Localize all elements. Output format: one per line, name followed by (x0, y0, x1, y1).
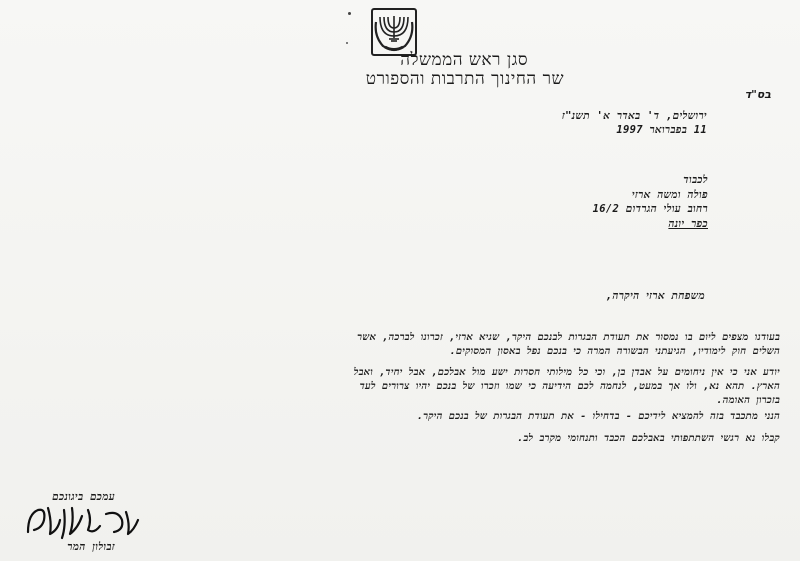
speck-mark (346, 42, 348, 44)
date-hebrew: ירושלים, ד' באדר א' תשנ"ז (561, 110, 707, 122)
date-gregorian: 11 בפברואר 1997 (616, 124, 707, 136)
body-line: הנני מתכבד בזה להמציא לידיכם - בדחילו - את תעודת הבגרות של בנכם היקר. (416, 411, 780, 422)
body-line: בזכרון האומה. (716, 395, 780, 406)
body-line: הארץ. תהא נא, ולו אך במעט, לנחמה לכם הידיעה כי שמו וזכרו של בנכם יהיו צרורים לעד (359, 381, 780, 392)
speck-mark (348, 12, 351, 15)
bsd-mark: בס"ד (744, 88, 771, 101)
menorah-emblem-icon (371, 8, 417, 56)
letterhead-title-line1: סגן ראש הממשלה (400, 50, 528, 70)
body-line: יודע אני כי אין ניחומים על אבדן בן, וכי כל מילותי חסרות ישע מול אבלכם, אבל יחיד, ואבל (353, 367, 780, 378)
body-line: קבלו נא רגשי השתתפותי באבלכם הכבד ותנחומי מקרב לב. (517, 433, 780, 444)
closing-phrase: עמכם ביגונכם (52, 491, 115, 503)
handwritten-signature-icon (22, 500, 142, 542)
salutation: משפחת ארזי היקרה, (605, 290, 705, 302)
recipient-line: פולה ומשה ארזי (631, 189, 708, 201)
recipient-line: לכבוד (683, 174, 708, 186)
body-line: השלים חוק לימודיו, הגיעתני הבשורה המרה כי בנכם נפל באסון המסוקים. (449, 346, 780, 357)
body-line: בעודנו מצפים ליום בו נמסור את תעודת הבגרות לבנכם היקר, שגיא ארזי, זכרונו לברכה, אשר (357, 332, 780, 343)
recipient-line: רחוב עולי הגרדום 16/2 (592, 203, 708, 215)
signature-name: זבולון המר (67, 541, 115, 553)
recipient-line: כפר יונה (668, 218, 708, 230)
letterhead-title-line2: שר החינוך התרבות והספורט (365, 69, 564, 89)
